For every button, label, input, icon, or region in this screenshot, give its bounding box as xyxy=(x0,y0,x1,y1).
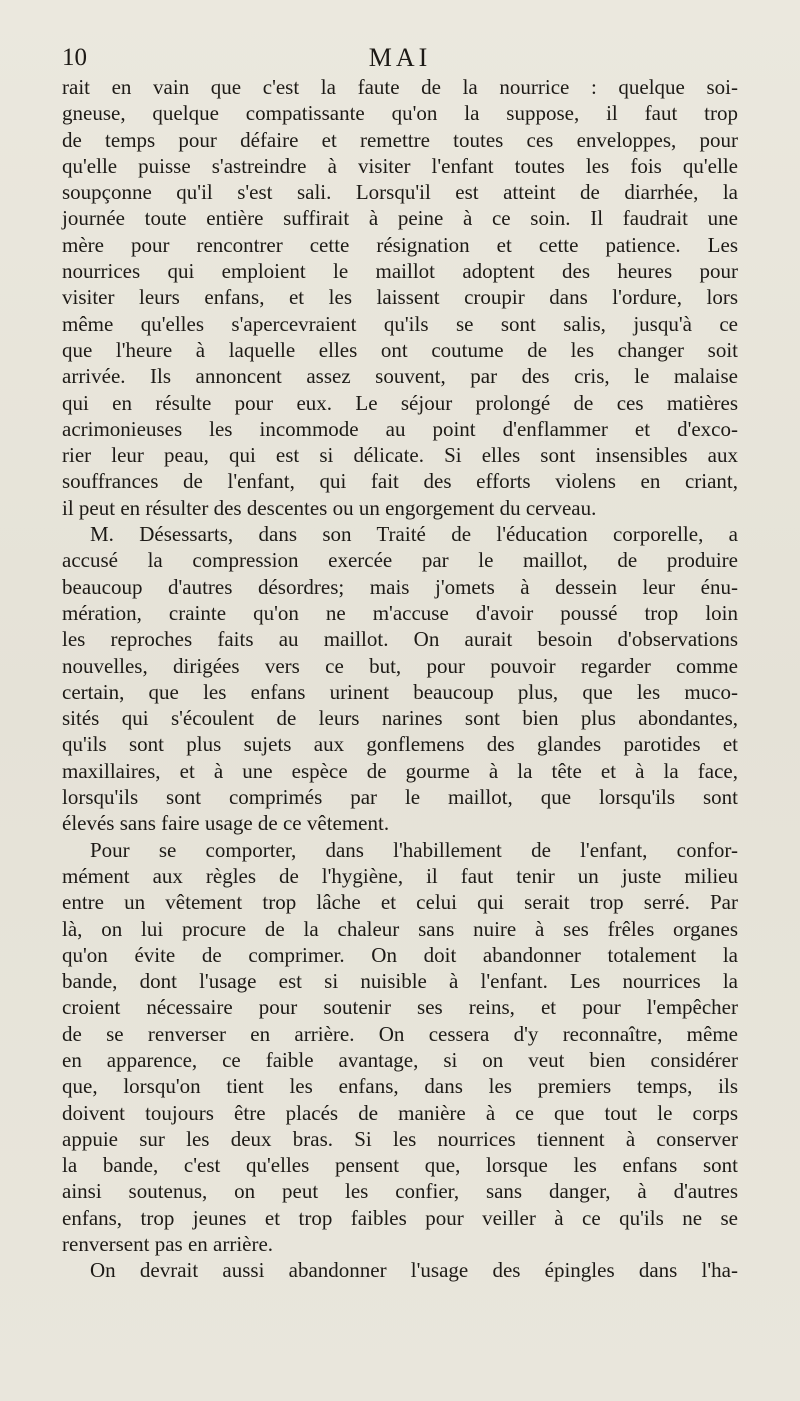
text-line: visiter leurs enfans, et les laissent croupir dans l'ordure, lors xyxy=(62,285,738,310)
text-line: même qu'elles s'apercevraient qu'ils se sont salis, jusqu'à ce xyxy=(62,311,738,336)
paragraph-start-line: On devrait aussi abandonner l'usage des épingles dans l'ha- xyxy=(90,1258,738,1283)
text-line: il peut en résulter des descentes ou un engorgement du cerveau. xyxy=(62,495,597,520)
paragraph-start-line: Pour se comporter, dans l'habillement de l'enfant, confor- xyxy=(90,837,738,862)
text-line: nourrices qui emploient le maillot adoptent des heures pour xyxy=(62,259,738,284)
text-line: qui en résulte pour eux. Le séjour prolongé de ces matières xyxy=(62,390,738,415)
text-line: renversent pas en arrière. xyxy=(62,1232,274,1257)
text-line: que l'heure à laquelle elles ont coutume de les changer soit xyxy=(62,337,738,362)
text-line: qu'ils sont plus sujets aux gonflemens des glandes parotides et xyxy=(62,732,738,757)
text-line: sités qui s'écoulent de leurs narines sont bien plus abondantes, xyxy=(62,706,738,731)
text-line: ainsi soutenus, on peut les confier, sans danger, à d'autres xyxy=(62,1179,738,1204)
text-line: mération, crainte qu'on ne m'accuse d'avoir poussé trop loin xyxy=(62,600,738,625)
text-line: rait en vain que c'est la faute de la nourrice : quelque soi- xyxy=(62,75,738,99)
paragraph-start-line: M. Désessarts, dans son Traité de l'éducation corporelle, a xyxy=(90,522,738,547)
text-line: journée toute entière suffirait à peine à ce soin. Il faudrait une xyxy=(62,206,738,231)
text-line: la bande, c'est qu'elles pensent que, lorsque les enfans sont xyxy=(62,1153,738,1178)
text-line: beaucoup d'autres désordres; mais j'omets à dessein leur énu- xyxy=(62,574,738,599)
text-line: gneuse, quelque compatissante qu'on la suppose, il faut trop xyxy=(62,101,738,126)
text-line: lorsqu'ils sont comprimés par le maillot, que lorsqu'ils sont xyxy=(62,785,738,810)
text-line: enfans, trop jeunes et trop faibles pour veiller à ce qu'ils ne se xyxy=(62,1205,738,1230)
text-line: mément aux règles de l'hygiène, il faut tenir un juste milieu xyxy=(62,863,738,888)
page-number: 10 xyxy=(62,44,87,71)
text-line: que, lorsqu'on tient les enfans, dans les premiers temps, ils xyxy=(62,1074,738,1099)
text-line: appuie sur les deux bras. Si les nourrices tiennent à conserver xyxy=(62,1126,738,1151)
text-line: croient nécessaire pour soutenir ses reins, et pour l'empêcher xyxy=(62,995,738,1020)
text-line: qu'elle puisse s'astreindre à visiter l'enfant toutes les fois qu'elle xyxy=(62,153,738,178)
text-line: soupçonne qu'il s'est sali. Lorsqu'il est atteint de diarrhée, la xyxy=(62,180,738,205)
text-line: élevés sans faire usage de ce vêtement. xyxy=(62,811,390,836)
text-line: qu'on évite de comprimer. On doit abandonner totalement la xyxy=(62,942,738,967)
text-line: entre un vêtement trop lâche et celui qui serait trop serré. Par xyxy=(62,890,738,915)
text-line: bande, dont l'usage est si nuisible à l'enfant. Les nourrices la xyxy=(62,969,738,994)
text-line: souffrances de l'enfant, qui fait des efforts violens en criant, xyxy=(62,469,738,494)
text-line: accusé la compression exercée par le maillot, de produire xyxy=(62,548,738,573)
text-line: acrimonieuses les incommode au point d'enflammer et d'exco- xyxy=(62,416,738,441)
text-line: de temps pour défaire et remettre toutes ces enveloppes, pour xyxy=(62,127,738,152)
text-line: certain, que les enfans urinent beaucoup plus, que les muco- xyxy=(62,679,738,704)
text-line: en apparence, ce faible avantage, si on veut bien considérer xyxy=(62,1047,738,1072)
text-line: maxillaires, et à une espèce de gourme à la tête et à la face, xyxy=(62,758,738,783)
running-head: MAI xyxy=(368,43,432,72)
text-line: arrivée. Ils annoncent assez souvent, par des cris, le malaise xyxy=(62,364,738,389)
text-line: mère pour rencontrer cette résignation et cette patience. Les xyxy=(62,232,738,257)
text-line: rier leur peau, qui est si délicate. Si elles sont insensibles aux xyxy=(62,443,738,468)
text-line: doivent toujours être placés de manière à ce que tout le corps xyxy=(62,1100,738,1125)
text-line: là, on lui procure de la chaleur sans nuire à ses frêles organes xyxy=(62,916,738,941)
text-line: les reproches faits au maillot. On aurait besoin d'observations xyxy=(62,627,738,652)
text-line: de se renverser en arrière. On cessera d'y reconnaître, même xyxy=(62,1021,738,1046)
body-text xyxy=(62,74,738,1284)
page-header xyxy=(62,40,738,76)
text-line: nouvelles, dirigées vers ce but, pour pouvoir regarder comme xyxy=(62,653,738,678)
